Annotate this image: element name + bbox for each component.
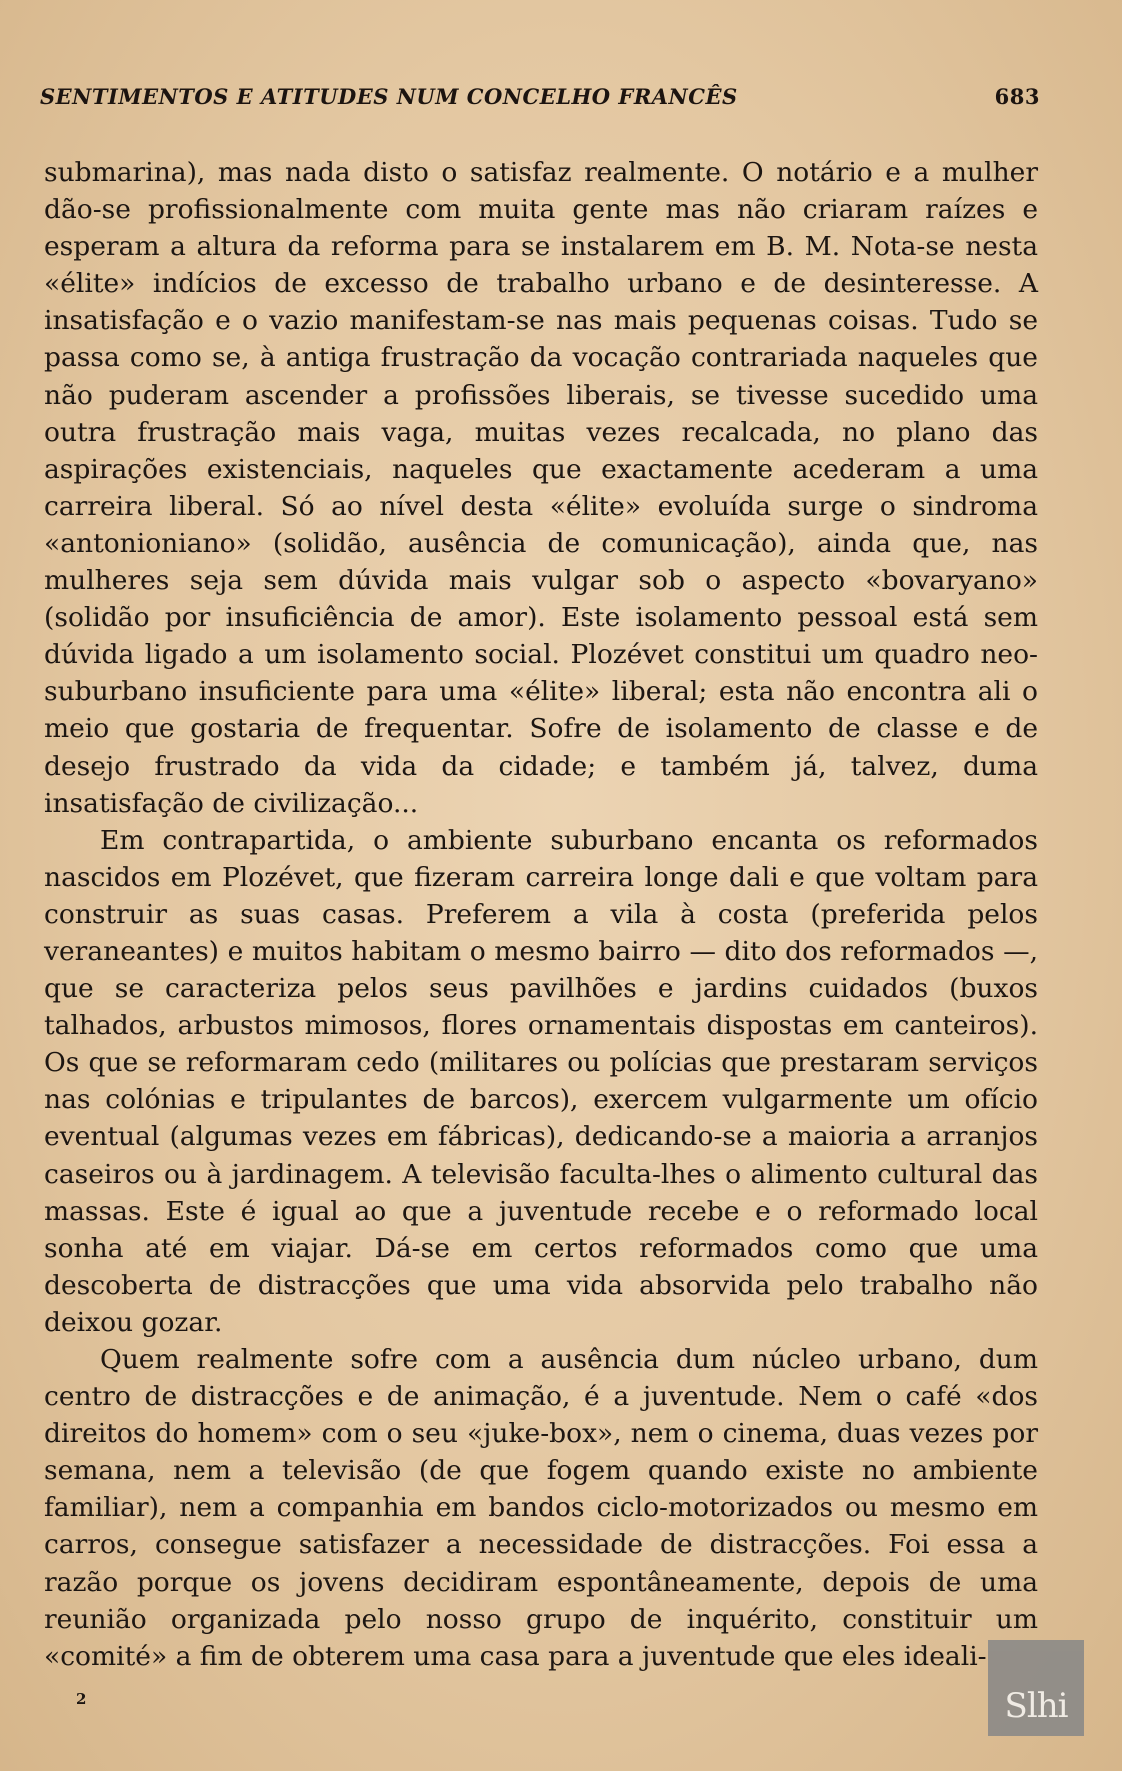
body-text	[44, 154, 1038, 1675]
paragraph-juventude: Quem realmente sofre com a ausência dum núcleo urbano, dum centro de distracções e de animação, é a juventude. Nem o café «dos direitos do homem» com o seu «juke-box», nem o cinema, duas vezes por semana, nem a televisão (de que fogem quando existe no ambiente familiar), nem a companhia em bandos ciclo-motorizados ou mesmo em carros, consegue satisfazer a necessidade de distracções. Foi essa a razão porque os jovens decidiram espontâneamente, depois de uma reunião organizada pelo nosso grupo de inquérito, constituir um «comité» a fim de obterem uma casa para a juventude que eles ideali-	[44, 1344, 1038, 1672]
stamp-text: Slhi	[1004, 1686, 1068, 1726]
footnote-mark: 2	[76, 1690, 87, 1708]
running-header	[40, 84, 1040, 114]
library-stamp-logo	[988, 1640, 1084, 1736]
page-number: 683	[994, 84, 1040, 109]
running-title: SENTIMENTOS E ATITUDES NUM CONCELHO FRANCÊS	[40, 84, 738, 109]
paragraph-reformados: Em contrapartida, o ambiente suburbano encanta os reformados nascidos em Plozévet, que fizeram carreira longe dali e que voltam para construir as suas casas. Preferem a vila à costa (preferida pelos veraneantes) e muitos habitam o mesmo bairro — dito dos reformados —, que se caracteriza pelos seus pavilhões e jardins cuidados (buxos talhados, arbustos mimosos, flores ornamentais dispostas em canteiros). Os que se reformaram cedo (militares ou polícias que prestaram serviços nas colónias e tripulantes de barcos), exercem vulgarmente um ofício eventual (algumas vezes em fábricas), dedicando-se a maioria a arranjos caseiros ou à jardinagem. A televisão faculta-lhes o alimento cultural das massas. Este é igual ao que a juventude recebe e o reformado local sonha até em viajar. Dá-se em certos reformados como que uma descoberta de distracções que uma vida absorvida pelo trabalho não deixou gozar.	[44, 824, 1038, 1338]
paragraph-continued: submarina), mas nada disto o satisfaz realmente. O notário e a mulher dão-se profissionalmente com muita gente mas não criaram raízes e esperam a altura da reforma para se instalarem em B. M. Nota-se nesta «élite» indícios de excesso de trabalho urbano e de desinteresse. A insatisfação e o vazio manifestam-se nas mais pequenas coisas. Tudo se passa como se, à antiga frustração da vocação contrariada naqueles que não puderam ascender a profissões liberais, se tivesse sucedido uma outra frustração mais vaga, muitas vezes recalcada, no plano das aspirações existenciais, naqueles que exactamente acederam a uma carreira liberal. Só ao nível desta «élite» evoluída surge o sindroma «antonioniano» (solidão, ausência de comunicação), ainda que, nas mulheres seja sem dúvida mais vulgar sob o aspecto «bovaryano» (solidão por insuficiência de amor). Este isolamento pessoal está sem dúvida ligado a um isolamento social. Plozévet constitui um quadro neo-suburbano insuficiente para uma «élite» liberal; esta não encontra ali o meio que gostaria de frequentar. Sofre de isolamento de classe e de desejo frustrado da vida da cidade; e também já, talvez, duma insatisfação de civilização...	[44, 157, 1038, 819]
